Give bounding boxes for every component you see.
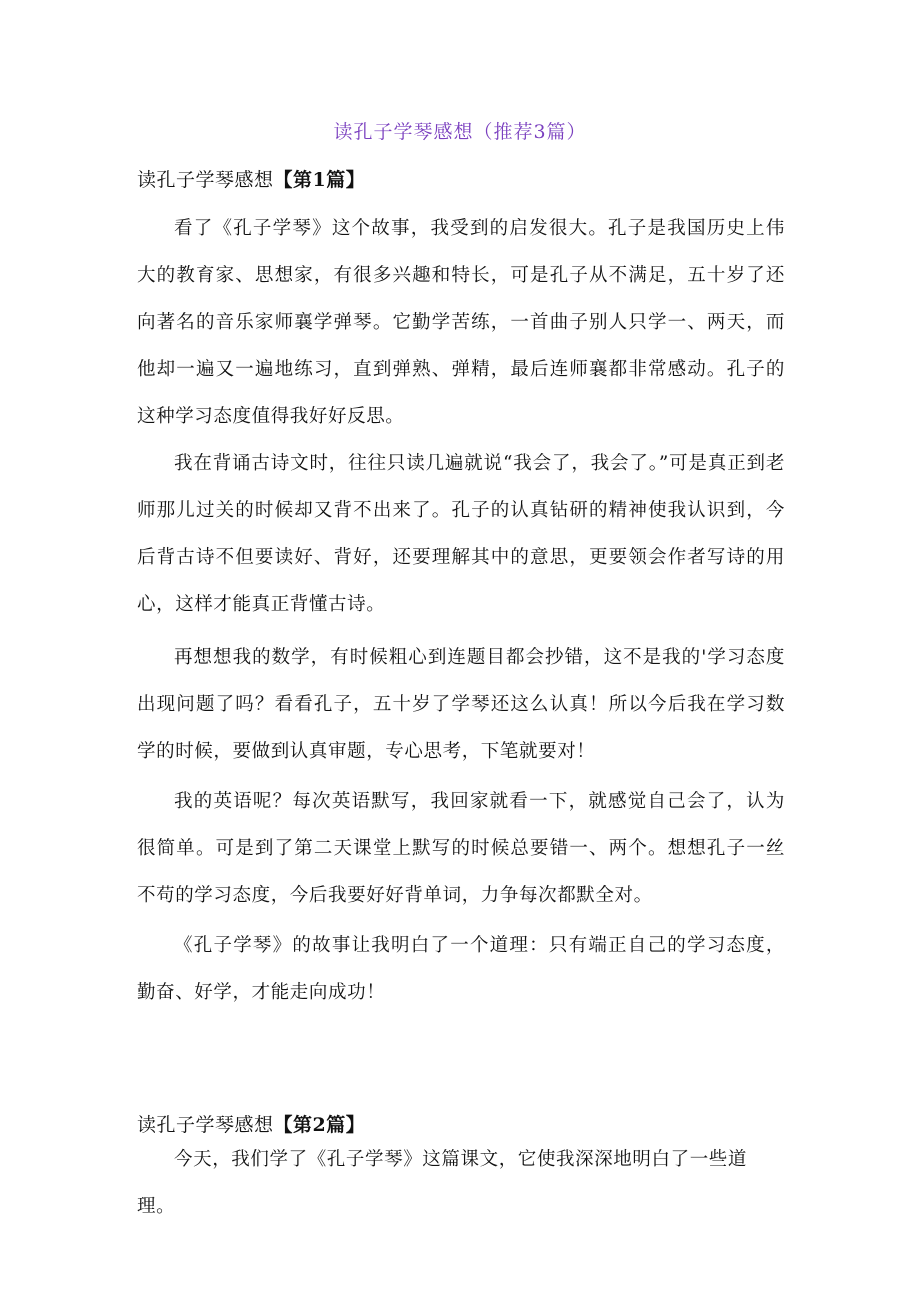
section-heading-text: 读孔子学琴感想 bbox=[137, 1114, 274, 1136]
section-heading-1 bbox=[137, 165, 365, 195]
document-title: 读孔子学琴感想（推荐3篇） bbox=[333, 121, 587, 143]
section-heading-number: 【第1篇】 bbox=[273, 169, 366, 191]
section-heading-number: 【第2篇】 bbox=[273, 1114, 366, 1136]
paragraph: 《孔子学琴》的故事让我明白了一个道理：只有端正自己的学习态度，勤奋、好学，才能走向成功！ bbox=[137, 935, 785, 1003]
paragraph: 今天，我们学了《孔子学琴》这篇课文，它使我深深地明白了一些道理。 bbox=[137, 1149, 748, 1217]
paragraph: 我的英语呢？每次英语默写，我回家就看一下，就感觉自己会了，认为很简单。可是到了第二天课堂上默写的时候总要错一、两个。想想孔子一丝不苟的学习态度，今后我要好好背单词，力争每次都默全对。 bbox=[137, 791, 785, 906]
section-heading-text: 读孔子学琴感想 bbox=[137, 169, 274, 191]
paragraph: 再想想我的数学，有时候粗心到连题目都会抄错，这不是我的'学习态度出现问题了吗？看看孔子，五十岁了学琴还这么认真！所以今后我在学习数学的时候，要做到认真审题，专心思考，下笔就要对！ bbox=[137, 647, 785, 762]
paragraph: 看了《孔子学琴》这个故事，我受到的启发很大。孔子是我国历史上伟大的教育家、思想家，有很多兴趣和特长，可是孔子从不满足，五十岁了还向著名的音乐家师襄学弹琴。它勤学苦练，一首曲子别人只学一、两天，而他却一遍又一遍地练习，直到弹熟、弹精，最后连师襄都非常感动。孔子的这种学习态度值得我好好反思。 bbox=[137, 218, 785, 427]
paragraph: 我在背诵古诗文时，往往只读几遍就说“我会了，我会了。”可是真正到老师那儿过关的时候却又背不出来了。孔子的认真钻研的精神使我认识到，今后背古诗不但要读好、背好，还要理解其中的意思，更要领会作者写诗的用心，这样才能真正背懂古诗。 bbox=[137, 453, 785, 615]
